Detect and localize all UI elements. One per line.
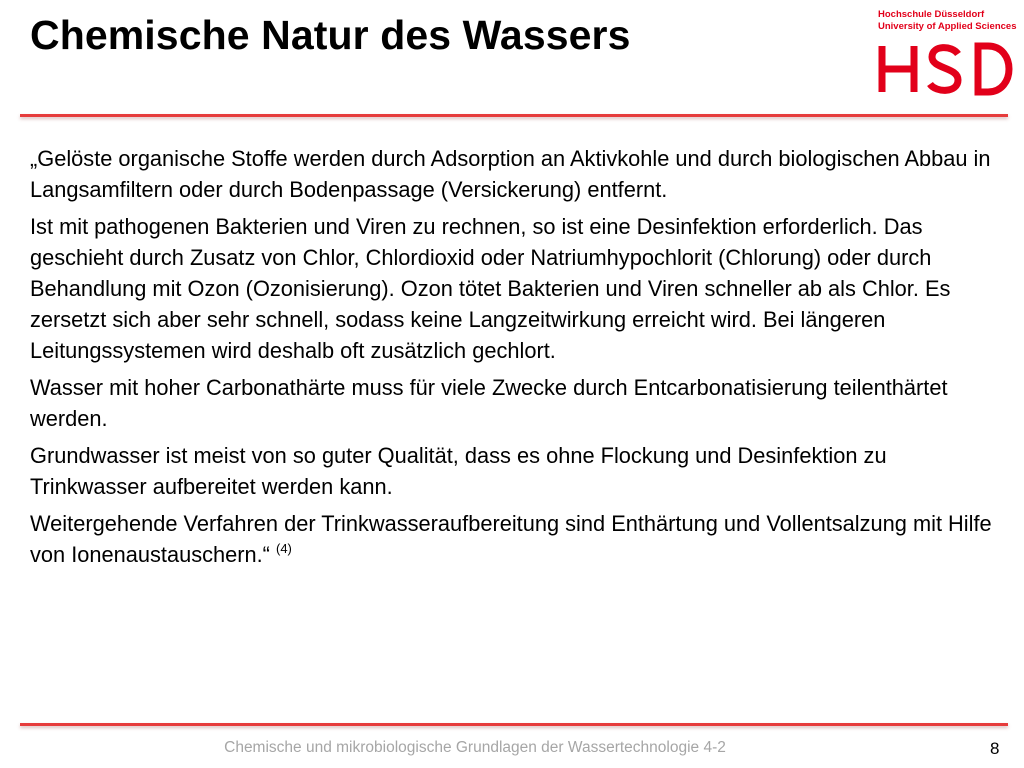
hsd-logo-icon — [876, 42, 1016, 98]
page-number: 8 — [990, 739, 1000, 758]
university-logo — [876, 4, 1016, 100]
slide-title: Chemische Natur des Wassers — [30, 12, 631, 58]
body-paragraph: Ist mit pathogenen Bakterien und Viren zu rechnen, so ist eine Desinfektion erforderlich. Das geschieht durch Zusatz von Chlor, Chlordioxid oder Natriumhypochlorit (Chlorung) oder durch Behandlung mit Ozon (Ozonisierung). Ozon tötet Bakterien und Viren schneller ab als Chlor. Es zersetzt sich aber sehr schnell, sodass keine Langzeitwirkung erreicht wird. Bei längeren Leitungssystemen wird deshalb oft zusätzlich gechlort. — [30, 214, 951, 363]
logo-university-subtitle: University of Applied Sciences — [878, 21, 1017, 32]
logo-university-name: Hochschule Düsseldorf — [878, 9, 985, 20]
body-paragraph: „Gelöste organische Stoffe werden durch Adsorption an Aktivkohle und durch biologischen Abbau in Langsamfiltern oder durch Bodenpassage (Versickerung) entfernt. — [30, 146, 991, 202]
body-paragraph — [30, 508, 1000, 570]
footer-divider — [20, 723, 1008, 726]
footer-title: Chemische und mikrobiologische Grundlagen der Wassertechnologie 4-2 — [224, 739, 726, 756]
header-divider — [20, 114, 1008, 117]
body-paragraph: Grundwasser ist meist von so guter Qualität, dass es ohne Flockung und Desinfektion zu Trinkwasser aufbereitet werden kann. — [30, 443, 887, 499]
body-paragraph: Wasser mit hoher Carbonathärte muss für viele Zwecke durch Entcarbonatisierung teilenthärtet werden. — [30, 375, 948, 431]
reference-marker: (4) — [276, 541, 292, 556]
body-paragraph-text: Weitergehende Verfahren der Trinkwasseraufbereitung sind Enthärtung und Vollentsalzung mit Hilfe von Ionenaustauschern.“ — [30, 511, 992, 567]
slide-body — [30, 143, 1000, 576]
